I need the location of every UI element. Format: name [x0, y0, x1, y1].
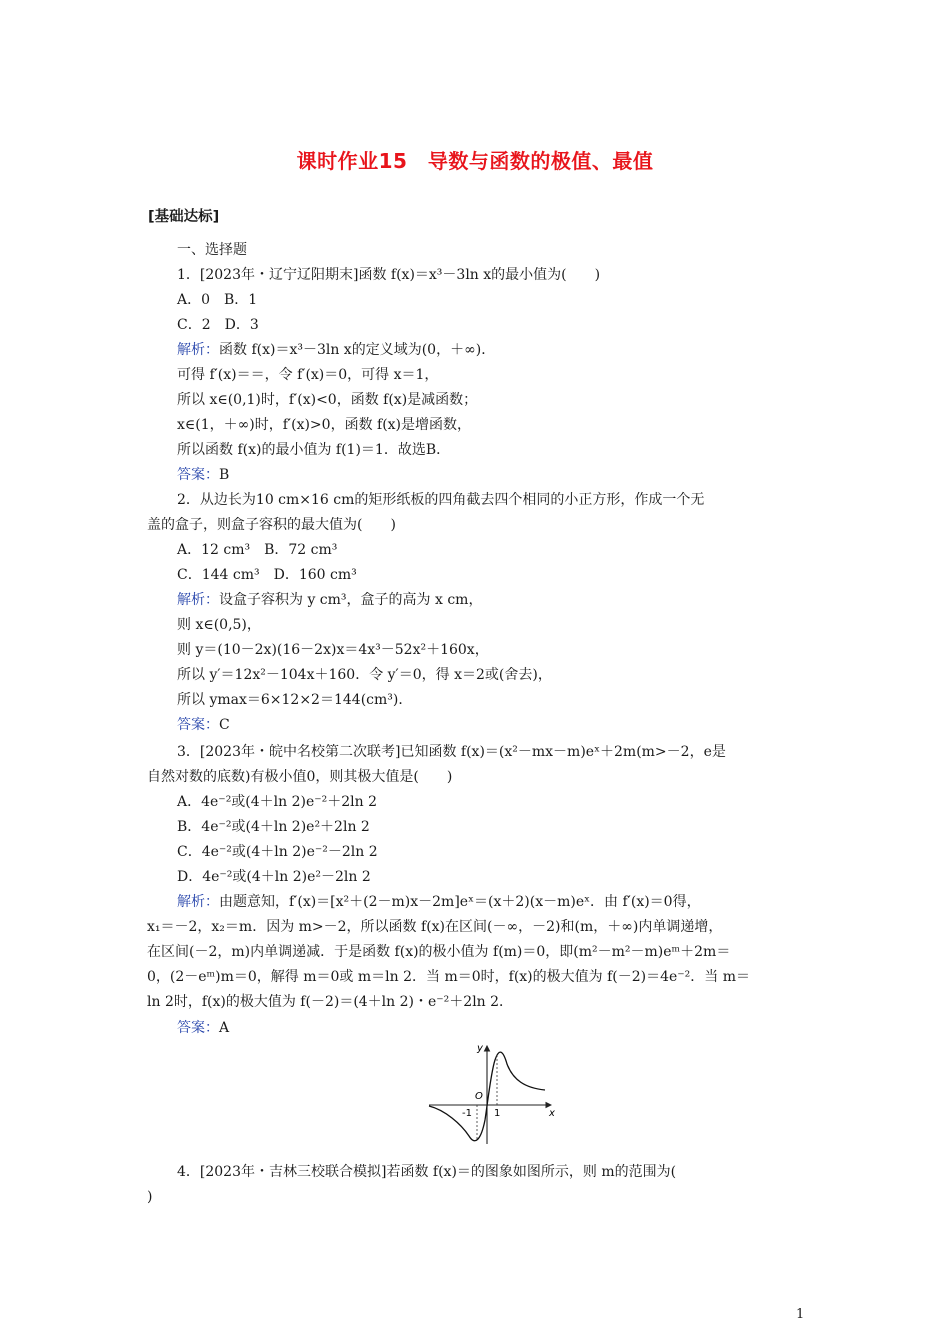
tick-label-one: 1	[494, 1108, 501, 1119]
origin-label: O	[475, 1091, 483, 1102]
solution-label: 解析：	[177, 342, 219, 358]
answer-label: 答案：	[177, 717, 219, 733]
answer-label: 答案：	[177, 1020, 219, 1036]
tick-label-neg-one: -1	[462, 1108, 472, 1119]
q3-solution-line: x₁＝－2，x₂＝m．因为 m>－2，所以函数 f(x)在区间(－∞，－2)和(m，＋∞)内单调递增，	[147, 919, 723, 935]
q3-solution-line: 0，(2－eᵐ)m＝0，解得 m＝0或 m＝ln 2．当 m＝0时，f(x)的极大值为 f(－2)＝4e⁻²．当 m＝	[147, 969, 751, 985]
q3-answer: 答案：A	[177, 1020, 230, 1036]
q4-stem: 4．[2023年・吉林三校联合模拟]若函数 f(x)＝的图象如图所示，则 m的范围为(	[177, 1164, 677, 1180]
page-number: 1	[796, 1307, 805, 1322]
function-graph	[425, 1040, 565, 1148]
q2-options-ab: A．12 cm³ B．72 cm³	[177, 542, 338, 558]
q2-solution-line: 则 x∈(0,5)，	[177, 617, 261, 633]
q2-stem: 2．从边长为10 cm×16 cm的矩形纸板的四角截去四个相同的小正方形，作成一个无	[177, 492, 705, 508]
q2-solution-line: 所以 y′＝12x²－104x＋160．令 y′＝0，得 x＝2或(舍去)，	[177, 667, 552, 683]
q3-stem: 3．[2023年・皖中名校第二次联考]已知函数 f(x)＝(x²－mx－m)eˣ＋2m(m>－2，e是	[177, 744, 726, 760]
solution-label: 解析：	[177, 894, 219, 910]
q1-stem: 1．[2023年・辽宁辽阳期末]函数 f(x)＝x³－3ln x的最小值为( )	[177, 267, 601, 283]
q3-option-c: C．4e⁻²或(4＋ln 2)e⁻²－2ln 2	[177, 844, 378, 860]
q1-options-cd: C．2 D．3	[177, 317, 259, 333]
q3-solution-line: 在区间(－2，m)内单调递减．于是函数 f(x)的极小值为 f(m)＝0，即(m²－m²－m)eᵐ＋2m＝	[147, 944, 731, 960]
q3-option-d: D．4e⁻²或(4＋ln 2)e²－2ln 2	[177, 869, 371, 885]
q3-solution-line: 解析：由题意知，f′(x)＝[x²＋(2－m)x－2m]eˣ＝(x＋2)(x－m)eˣ．由 f′(x)＝0得，	[177, 894, 701, 910]
q2-stem-cont: 盖的盒子，则盒子容积的最大值为( )	[147, 517, 396, 533]
q2-answer: 答案：C	[177, 717, 230, 733]
part-heading: 一、选择题	[177, 242, 247, 258]
q1-options-ab: A．0 B．1	[177, 292, 258, 308]
q2-options-cd: C．144 cm³ D．160 cm³	[177, 567, 357, 583]
q2-solution-line: 所以 ymax＝6×12×2＝144(cm³)．	[177, 692, 413, 708]
q4-stem-cont: )	[147, 1189, 153, 1205]
q1-solution-line: 所以 x∈(0,1)时，f′(x)<0，函数 f(x)是减函数；	[177, 392, 478, 408]
y-axis-label: y	[477, 1043, 483, 1054]
q3-option-b: B．4e⁻²或(4＋ln 2)e²＋2ln 2	[177, 819, 370, 835]
q1-solution-line: 可得 f′(x)＝＝，令 f′(x)＝0，可得 x＝1，	[177, 367, 439, 383]
q2-solution-line: 解析：设盒子容积为 y cm³，盒子的高为 x cm，	[177, 592, 483, 608]
q1-solution-line: 所以函数 f(x)的最小值为 f(1)＝1．故选B．	[177, 442, 451, 458]
q3-stem-cont: 自然对数的底数)有极小值0，则其极大值是( )	[147, 769, 453, 785]
answer-label: 答案：	[177, 467, 219, 483]
section-heading: [基础达标]	[148, 209, 220, 225]
q3-solution-line: ln 2时，f(x)的极大值为 f(－2)＝(4＋ln 2)・e⁻²＋2ln 2．	[147, 994, 514, 1010]
q1-solution-line: x∈(1，＋∞)时，f′(x)>0，函数 f(x)是增函数，	[177, 417, 472, 433]
q2-solution-line: 则 y＝(10－2x)(16－2x)x＝4x³－52x²＋160x，	[177, 642, 489, 658]
solution-label: 解析：	[177, 592, 219, 608]
q1-solution-line: 解析：函数 f(x)＝x³－3ln x的定义域为(0，＋∞)．	[177, 342, 496, 358]
x-axis-label: x	[549, 1108, 555, 1119]
q1-answer: 答案：B	[177, 467, 230, 483]
page-title: 课时作业15 导数与函数的极值、最值	[296, 149, 654, 173]
q3-option-a: A．4e⁻²或(4＋ln 2)e⁻²＋2ln 2	[177, 794, 378, 810]
